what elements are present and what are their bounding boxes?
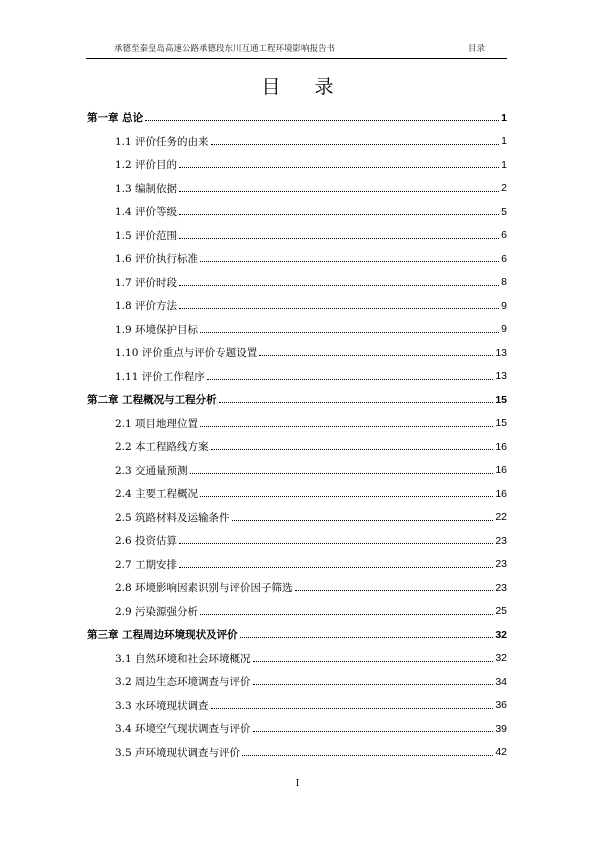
toc-entry-label: 1.7 评价时段	[115, 276, 178, 289]
toc-section-entry[interactable]	[87, 553, 507, 577]
toc-entry-label: 1.1 评价任务的由来	[115, 135, 209, 148]
toc-entry-page: 13	[495, 346, 507, 359]
toc-section-entry[interactable]	[87, 271, 507, 295]
toc-section-entry[interactable]	[87, 177, 507, 201]
toc-entry-label: 2.4 主要工程概况	[115, 488, 199, 501]
toc-dot-leader	[179, 167, 499, 168]
toc-section-entry[interactable]	[87, 459, 507, 483]
toc-dot-leader	[179, 308, 499, 309]
header-section-name: 目录	[467, 44, 485, 54]
header-rule	[86, 58, 507, 59]
toc-entry-page: 1	[501, 135, 507, 148]
table-of-contents	[87, 106, 507, 764]
toc-dot-leader	[207, 379, 494, 380]
toc-entry-label: 1.4 评价等级	[115, 206, 178, 219]
toc-dot-leader	[259, 355, 493, 356]
toc-entry-page: 22	[495, 511, 507, 524]
toc-entry-label: 1.10 评价重点与评价专题设置	[115, 347, 258, 360]
toc-section-entry[interactable]	[87, 694, 507, 718]
toc-entry-label: 2.8 环境影响因素识别与评价因子筛选	[115, 582, 293, 595]
toc-section-entry[interactable]	[87, 647, 507, 671]
toc-section-entry[interactable]	[87, 506, 507, 530]
toc-entry-page: 16	[495, 487, 507, 500]
toc-dot-leader	[179, 285, 499, 286]
toc-entry-label: 2.2 本工程路线方案	[115, 441, 209, 454]
toc-section-entry[interactable]	[87, 717, 507, 741]
toc-entry-label: 2.5 筑路材料及运输条件	[115, 511, 230, 524]
toc-entry-label: 2.6 投资估算	[115, 535, 178, 548]
toc-dot-leader	[219, 402, 494, 403]
toc-entry-label: 2.7 工期安排	[115, 558, 178, 571]
toc-dot-leader	[200, 332, 499, 333]
toc-entry-label: 3.4 环境空气现状调查与评价	[115, 723, 251, 736]
toc-section-entry[interactable]	[87, 412, 507, 436]
toc-entry-label: 2.9 污染源强分析	[115, 605, 199, 618]
toc-dot-leader	[179, 238, 499, 239]
toc-entry-page: 9	[501, 323, 507, 336]
toc-entry-page: 42	[495, 746, 507, 759]
toc-entry-page: 32	[495, 628, 507, 641]
toc-section-entry[interactable]	[87, 247, 507, 271]
toc-chapter-entry[interactable]	[87, 106, 507, 130]
toc-section-entry[interactable]	[87, 600, 507, 624]
toc-entry-label: 第一章 总论	[87, 112, 144, 125]
toc-section-entry[interactable]	[87, 318, 507, 342]
toc-entry-label: 3.2 周边生态环境调查与评价	[115, 676, 251, 689]
toc-section-entry[interactable]	[87, 130, 507, 154]
toc-section-entry[interactable]	[87, 153, 507, 177]
toc-entry-label: 1.5 评价范围	[115, 229, 178, 242]
toc-entry-label: 3.5 声环境现状调查与评价	[115, 746, 241, 759]
toc-entry-label: 2.3 交通量预测	[115, 464, 188, 477]
toc-entry-label: 3.1 自然环境和社会环境概况	[115, 652, 251, 665]
toc-section-entry[interactable]	[87, 670, 507, 694]
toc-entry-page: 36	[495, 699, 507, 712]
toc-dot-leader	[179, 191, 499, 192]
toc-dot-leader	[295, 590, 494, 591]
toc-entry-page: 2	[501, 182, 507, 195]
toc-entry-label: 1.8 评价方法	[115, 300, 178, 313]
toc-entry-page: 34	[495, 675, 507, 688]
toc-entry-label: 1.2 评价目的	[115, 159, 178, 172]
toc-entry-page: 1	[501, 158, 507, 171]
toc-entry-label: 1.3 编制依据	[115, 182, 178, 195]
toc-section-entry[interactable]	[87, 341, 507, 365]
toc-section-entry[interactable]	[87, 224, 507, 248]
page-number: I	[295, 779, 300, 789]
toc-section-entry[interactable]	[87, 200, 507, 224]
toc-dot-leader	[211, 449, 494, 450]
toc-dot-leader	[179, 543, 493, 544]
toc-section-entry[interactable]	[87, 529, 507, 553]
toc-dot-leader	[253, 661, 494, 662]
toc-entry-page: 39	[495, 722, 507, 735]
toc-entry-page: 15	[495, 393, 507, 406]
toc-dot-leader	[200, 496, 493, 497]
page-header	[86, 40, 507, 56]
toc-entry-page: 6	[501, 252, 507, 265]
page-title: 目 录	[261, 76, 348, 98]
toc-dot-leader	[242, 755, 493, 756]
toc-dot-leader	[253, 684, 494, 685]
toc-entry-page: 16	[495, 440, 507, 453]
toc-entry-page: 8	[501, 276, 507, 289]
toc-dot-leader	[211, 708, 494, 709]
toc-dot-leader	[200, 614, 493, 615]
toc-entry-page: 15	[495, 417, 507, 430]
toc-chapter-entry[interactable]	[87, 388, 507, 412]
toc-dot-leader	[179, 567, 493, 568]
toc-entry-page: 32	[495, 652, 507, 665]
toc-entry-page: 23	[495, 558, 507, 571]
toc-dot-leader	[200, 426, 493, 427]
toc-dot-leader	[211, 144, 500, 145]
toc-entry-label: 2.1 项目地理位置	[115, 417, 199, 430]
toc-chapter-entry[interactable]	[87, 623, 507, 647]
toc-entry-label: 1.9 环境保护目标	[115, 323, 199, 336]
toc-section-entry[interactable]	[87, 435, 507, 459]
toc-entry-label: 第二章 工程概况与工程分析	[87, 394, 217, 407]
toc-entry-page: 16	[495, 464, 507, 477]
toc-entry-page: 13	[495, 370, 507, 383]
toc-section-entry[interactable]	[87, 741, 507, 765]
toc-entry-page: 23	[495, 581, 507, 594]
toc-entry-label: 1.6 评价执行标准	[115, 253, 199, 266]
toc-dot-leader	[179, 214, 499, 215]
toc-entry-page: 5	[501, 205, 507, 218]
toc-dot-leader	[253, 731, 494, 732]
toc-entry-page: 9	[501, 299, 507, 312]
toc-section-entry[interactable]	[87, 482, 507, 506]
toc-entry-page: 1	[501, 111, 507, 124]
toc-dot-leader	[145, 120, 499, 121]
toc-entry-page: 23	[495, 534, 507, 547]
toc-entry-label: 3.3 水环境现状调查	[115, 699, 209, 712]
toc-section-entry[interactable]	[87, 365, 507, 389]
toc-dot-leader	[232, 520, 494, 521]
toc-entry-label: 第三章 工程周边环境现状及评价	[87, 629, 238, 642]
header-document-title: 承德至秦皇岛高速公路承德段东川互通工程环境影响报告书	[114, 44, 336, 54]
toc-section-entry[interactable]	[87, 576, 507, 600]
toc-entry-label: 1.11 评价工作程序	[115, 370, 205, 383]
toc-section-entry[interactable]	[87, 294, 507, 318]
toc-entry-page: 6	[501, 229, 507, 242]
toc-dot-leader	[190, 473, 494, 474]
toc-dot-leader	[240, 637, 494, 638]
toc-entry-page: 25	[495, 605, 507, 618]
toc-dot-leader	[200, 261, 499, 262]
